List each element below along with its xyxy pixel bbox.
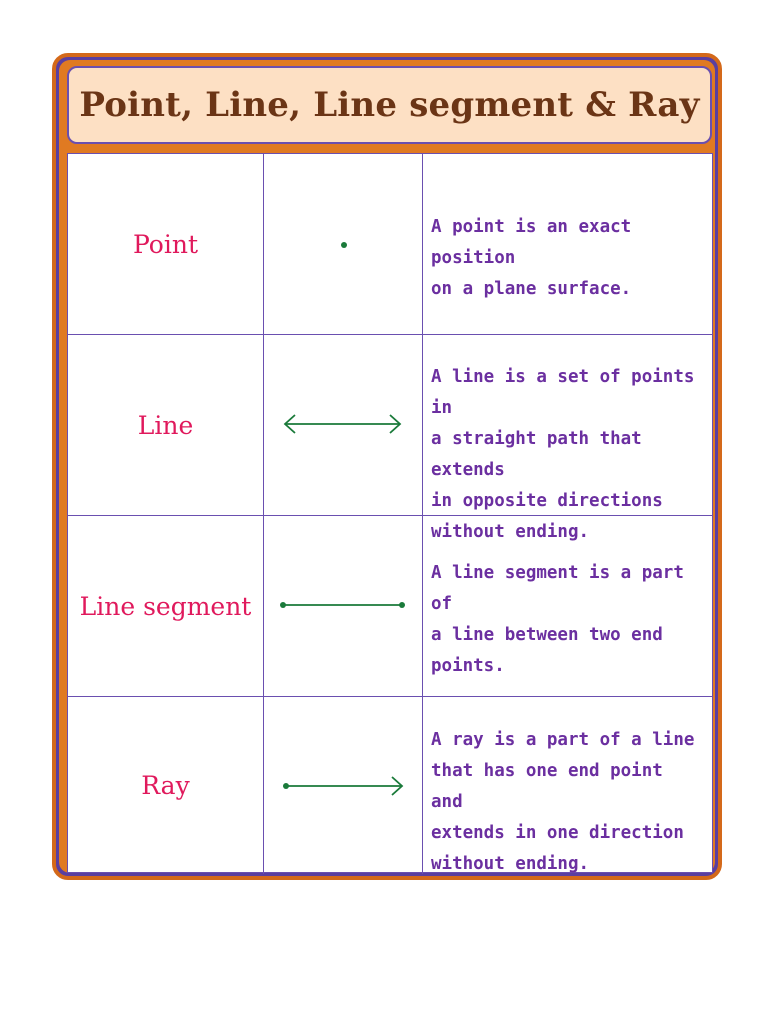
term-cell bbox=[68, 516, 264, 696]
title-box bbox=[67, 66, 712, 144]
description-cell bbox=[423, 516, 712, 696]
segment-endpoint-left bbox=[280, 602, 286, 608]
table-row-point bbox=[68, 154, 712, 335]
line-segment-icon bbox=[264, 516, 423, 697]
table-row-line bbox=[68, 335, 712, 542]
frame-background bbox=[59, 60, 715, 873]
description-line: A line is a set of points in a straight path that extends in opposite directions without ending. bbox=[431, 367, 695, 542]
point-dot bbox=[341, 242, 347, 248]
page-title: Point, Line, Line segment & Ray bbox=[79, 85, 700, 125]
table-row-ray bbox=[68, 697, 712, 874]
term-label-line-segment: Line segment bbox=[79, 591, 252, 621]
segment-endpoint-right bbox=[399, 602, 405, 608]
double-arrow-line-icon bbox=[264, 335, 423, 516]
chart-frame bbox=[52, 53, 722, 880]
description-line-segment: A line segment is a part of a line between two end points. bbox=[431, 563, 684, 676]
term-label-ray: Ray bbox=[141, 771, 190, 800]
ray-icon bbox=[264, 697, 423, 874]
term-cell bbox=[68, 154, 264, 334]
definitions-table bbox=[67, 153, 713, 873]
table-row-line-segment bbox=[68, 516, 712, 697]
figure-cell bbox=[264, 697, 423, 874]
description-cell bbox=[423, 335, 712, 542]
ray-endpoint bbox=[283, 783, 289, 789]
term-label-line: Line bbox=[137, 410, 194, 440]
description-cell bbox=[423, 697, 712, 874]
term-cell bbox=[68, 697, 264, 874]
figure-cell bbox=[264, 154, 423, 334]
description-ray: A ray is a part of a line that has one end point and extends in one direction without ending. bbox=[431, 730, 695, 874]
point-dot-icon bbox=[264, 154, 423, 335]
figure-cell bbox=[264, 335, 423, 515]
term-cell bbox=[68, 335, 264, 515]
term-label-point: Point bbox=[132, 229, 198, 259]
description-cell bbox=[423, 154, 712, 334]
figure-cell bbox=[264, 516, 423, 696]
description-point: A point is an exact position on a plane surface. bbox=[431, 217, 632, 299]
